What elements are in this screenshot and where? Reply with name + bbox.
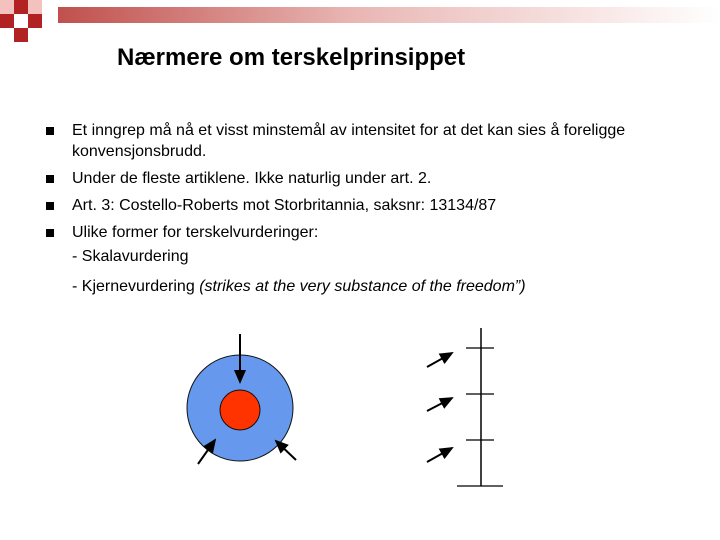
arrow-icon: [198, 440, 215, 464]
subline-kjerne-prefix: - Kjernevurdering: [72, 278, 195, 295]
bullet-text: Art. 3: Costello-Roberts mot Storbritannia, saksnr: 13134/87: [72, 197, 497, 214]
header-band: [58, 7, 720, 23]
bullet-text: Et inngrep må nå et visst minstemål av intensitet for at det kan sies å foreligge konvensjonsbrudd.: [72, 122, 626, 160]
slide-title: Nærmere om terskelprinsippet: [117, 44, 466, 71]
bullet-text: Ulike former for terskelvurderinger:: [72, 224, 319, 241]
inner-circle: [220, 390, 260, 430]
bullet-item: [46, 168, 706, 189]
arrow-icon: [427, 398, 452, 411]
square-bullet-icon: [46, 175, 54, 183]
outer-circle: [187, 355, 293, 461]
bullet-list: [46, 120, 706, 302]
bullet-item: [46, 195, 706, 216]
subline-skalavurdering: - Skalavurdering: [72, 248, 189, 265]
bullet-item: [46, 222, 706, 243]
core-diagram: [187, 334, 296, 464]
bullet-item: [46, 120, 706, 162]
bullet-text: Under de fleste artiklene. Ikke naturlig under art. 2.: [72, 170, 432, 187]
arrow-icon: [427, 448, 452, 462]
arrow-icon: [427, 353, 452, 367]
square-bullet-icon: [46, 127, 54, 135]
square-bullet-icon: [46, 202, 54, 210]
subline-kjernevurdering: [46, 272, 706, 302]
arrow-icon: [276, 441, 296, 460]
corner-decoration: [0, 0, 60, 45]
subline-kjerne-quote: (strikes at the very substance of the freedom”): [199, 278, 526, 295]
square-bullet-icon: [46, 229, 54, 237]
scale-diagram: [427, 328, 503, 486]
